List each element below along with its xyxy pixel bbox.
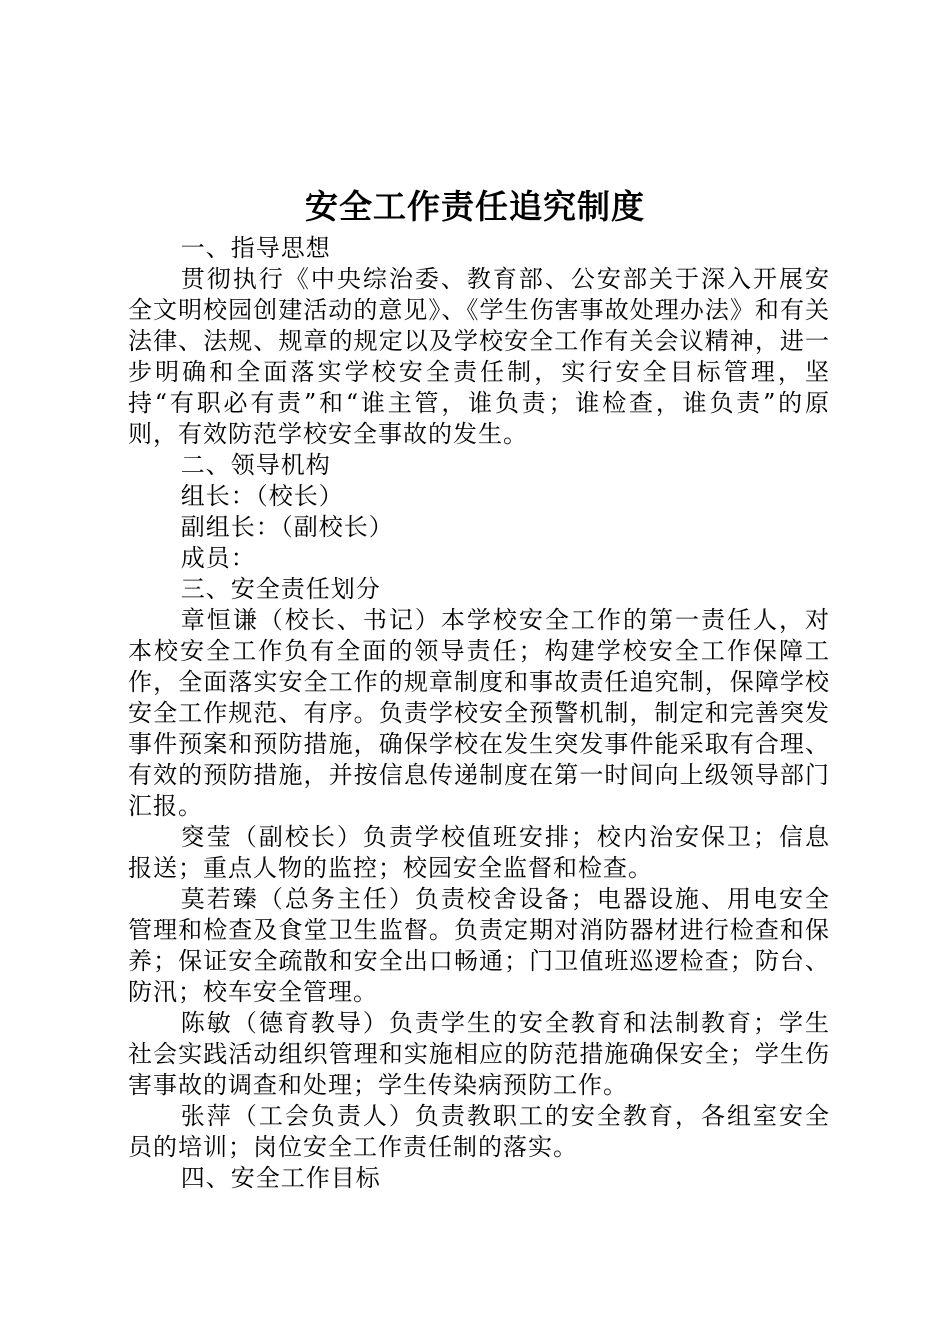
leadership-leader: 组长：（校长） — [180, 482, 344, 510]
document-body — [128, 233, 830, 1194]
section-heading-safety-goals: 四、安全工作目标 — [180, 1164, 381, 1192]
responsibility-general-affairs: 莫若臻（总务主任）负责校舍设备；电器设施、用电安全管理和检查及食堂卫生监督。负责定期对消防器材进行检查和保养；保证安全疏散和安全出口畅通；门卫值班巡逻检查；防台、防汛；校车安全管理。 — [128, 885, 830, 1006]
responsibility-principal: 章恒谦（校长、书记）本学校安全工作的第一责任人，对本校安全工作负有全面的领导责任；构建学校安全工作保障工作，全面落实安全工作的规章制度和事故责任追究制，保障学校安全工作规范、有序。负责学校安全预警机制，制定和完善突发事件预案和预防措施，确保学校在发生突发事件能采取有合理、有效的预防措施，并按信息传递制度在第一时间向上级领导部门汇报。 — [128, 606, 830, 820]
paragraph-guiding-principle: 贯彻执行《中央综治委、教育部、公安部关于深入开展安全文明校园创建活动的意见》、《学生伤害事故处理办法》和有关法律、法规、规章的规定以及学校安全工作有关会议精神，进一步明确和全面落实学校安全责任制，实行安全目标管理，坚持“有职必有责”和“谁主管，谁负责；谁检查，谁负责”的原则，有效防范学校安全事故的发生。 — [128, 265, 830, 448]
section-heading-guiding-principle: 一、指导思想 — [180, 234, 331, 262]
document-title: 安全工作责任追究制度 — [305, 187, 645, 226]
leadership-members: 成员： — [180, 544, 256, 572]
leadership-deputy-leader: 副组长：（副校长） — [180, 513, 394, 541]
responsibility-moral-education: 陈敏（德育教导）负责学生的安全教育和法制教育；学生社会实践活动组织管理和实施相应的防范措施确保安全；学生伤害事故的调查和处理；学生传染病预防工作。 — [128, 1009, 830, 1099]
section-heading-leadership: 二、领导机构 — [180, 451, 331, 479]
responsibility-vice-principal: 窔莹（副校长）负责学校值班安排；校内治安保卫；信息报送；重点人物的监控；校园安全监督和检查。 — [128, 823, 830, 882]
responsibility-union: 张萍（工会负责人）负责教职工的安全教育，各组室安全员的培训；岗位安全工作责任制的落实。 — [128, 1102, 830, 1161]
section-heading-responsibility: 三、安全责任划分 — [180, 575, 381, 603]
